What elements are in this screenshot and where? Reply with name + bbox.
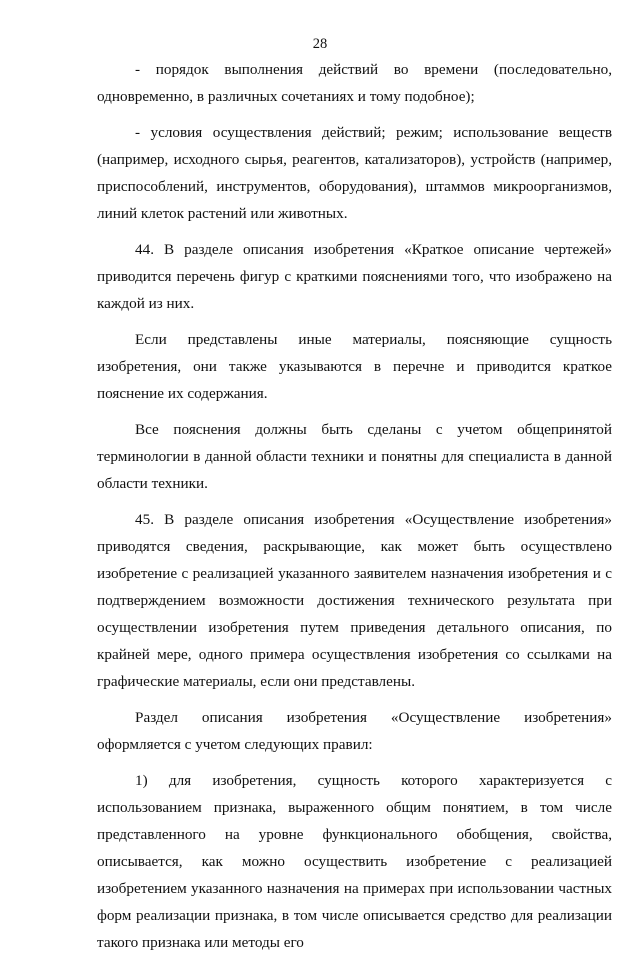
paragraph-other-materials: Если представлены иные материалы, поясняющие сущность изобретения, они также указываются в перечне и приводится краткое пояснение их содержания. <box>97 331 612 402</box>
page-number: 28 <box>312 36 328 52</box>
page-body <box>97 56 612 965</box>
paragraph-implementation-rules: Раздел описания изобретения «Осуществление изобретения» оформляется с учетом следующих правил: <box>97 709 612 753</box>
paragraph-rule-1: 1) для изобретения, сущность которого характеризуется с использованием признака, выраженного общим понятием, в том числе представленного на уровне функционального обобщения, свойства, описывается, как можно осуществить изобретение с реализацией изобретением указанного назначения на примерах при использовании частных форм реализации признака, в том числе описывается средство для реализации такого признака или методы его <box>97 772 612 951</box>
paragraph-conditions-of-actions: - условия осуществления действий; режим; использование веществ (например, исходного сырья, реагентов, катализаторов), устройств (например, приспособлений, инструментов, оборудования), штаммов микроорганизмов, линий клеток растений или животных. <box>97 124 612 222</box>
paragraph-terminology: Все пояснения должны быть сделаны с учетом общепринятой терминологии в данной области техники и понятны для специалиста в данной области техники. <box>97 421 612 492</box>
paragraph-44-brief-drawings: 44. В разделе описания изобретения «Краткое описание чертежей» приводится перечень фигур с краткими пояснениями того, что изображено на каждой из них. <box>97 241 612 312</box>
paragraph-order-of-actions: - порядок выполнения действий во времени (последовательно, одновременно, в различных сочетаниях и тому подобное); <box>97 61 612 105</box>
paragraph-45-implementation: 45. В разделе описания изобретения «Осуществление изобретения» приводятся сведения, раскрывающие, как может быть осуществлено изобретение с реализацией указанного заявителем назначения изобретения и с подтверждением возможности достижения технического результата при осуществлении изобретения путем приведения детального описания, по крайней мере, одного примера осуществления изобретения со ссылками на графические материалы, если они представлены. <box>97 511 612 690</box>
